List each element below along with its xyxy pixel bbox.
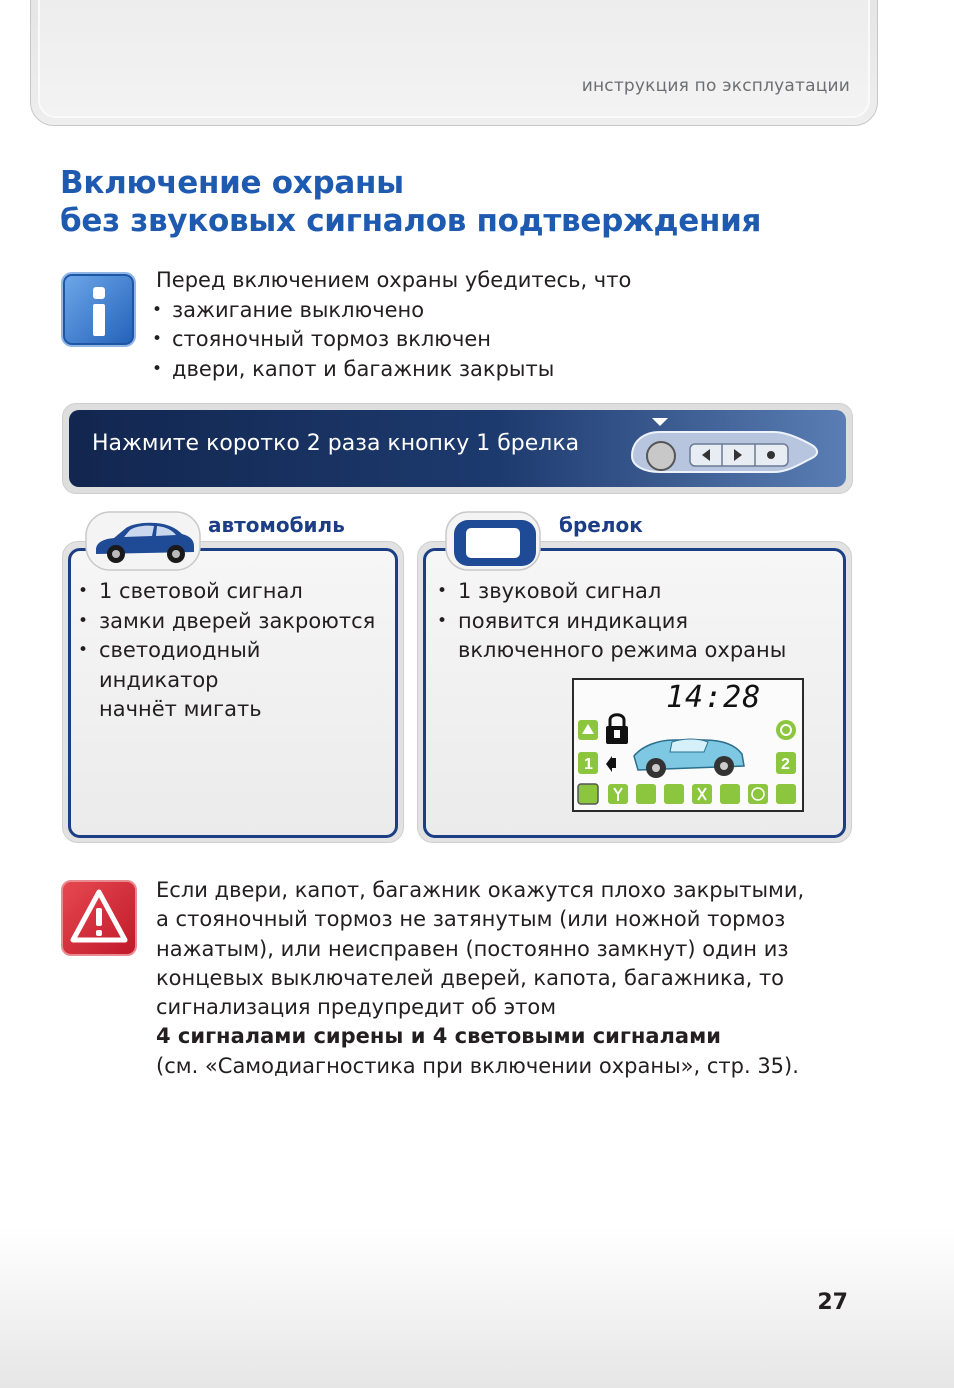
fob-item-continued: включенного режима охраны xyxy=(458,638,787,662)
car-item: • светодиодный xyxy=(82,636,375,666)
lcd-badge-left: 1 xyxy=(584,756,593,773)
fob-item: • 1 звуковой сигнал xyxy=(441,577,786,607)
fob-panel-list xyxy=(441,577,786,666)
fob-lcd-screen xyxy=(572,678,804,812)
lcd-time: 14:28 xyxy=(666,680,762,715)
car-item: • замки дверей закроются xyxy=(82,607,375,637)
key-fob-button-icon xyxy=(624,414,824,484)
car-item: • 1 световой сигнал xyxy=(82,577,375,607)
remote-fob-icon xyxy=(444,506,544,574)
info-intro: Перед включением охраны убедитесь, что xyxy=(156,268,632,292)
header-tab-inner xyxy=(38,0,870,118)
warning-reference: (см. «Самодиагностика при включении охраны», стр. 35). xyxy=(156,1053,799,1078)
car-panel-list xyxy=(82,577,375,725)
lcd-badge-right: 2 xyxy=(781,756,790,773)
page-title-line2: без звуковых сигналов подтверждения xyxy=(60,203,762,239)
warning-line: сигнализация предупредит об этом xyxy=(156,995,557,1020)
page-title-line1: Включение охраны xyxy=(60,165,404,201)
header-label: инструкция по эксплуатации xyxy=(581,76,850,96)
car-panel-label: автомобиль xyxy=(208,513,345,537)
warning-emphasis: 4 сигналами сирены и 4 световыми сигналами xyxy=(156,1024,721,1049)
lcd-icons xyxy=(574,680,802,810)
instruction-text: Нажмите коротко 2 раза кнопку 1 брелка xyxy=(92,431,580,456)
info-block xyxy=(156,266,631,384)
fob-panel-label: брелок xyxy=(559,513,643,537)
car-item-continued: индикатор xyxy=(99,667,219,692)
info-item: • стояночный тормоз включен xyxy=(156,325,631,355)
page-title xyxy=(60,164,761,240)
warning-line: нажатым), или неисправен (постоянно замкнут) один из xyxy=(156,936,789,961)
car-item-continued: начнёт мигать xyxy=(99,697,262,721)
footer-band xyxy=(0,1228,954,1388)
warning-line: концевых выключателей дверей, капота, багажника, то xyxy=(156,965,785,990)
info-item: • двери, капот и багажник закрыты xyxy=(156,355,631,385)
warning-line: а стояночный тормоз не затянутым (или ножной тормоз xyxy=(156,907,786,932)
page-number: 27 xyxy=(817,1290,848,1315)
warning-block xyxy=(156,876,816,1081)
fob-item: • появится индикация xyxy=(441,607,786,637)
warning-line: Если двери, капот, багажник окажутся плохо закрытыми, xyxy=(156,878,805,902)
info-item: • зажигание выключено xyxy=(156,296,631,326)
warning-icon xyxy=(61,880,137,956)
car-icon xyxy=(84,506,204,574)
info-icon xyxy=(61,272,136,347)
